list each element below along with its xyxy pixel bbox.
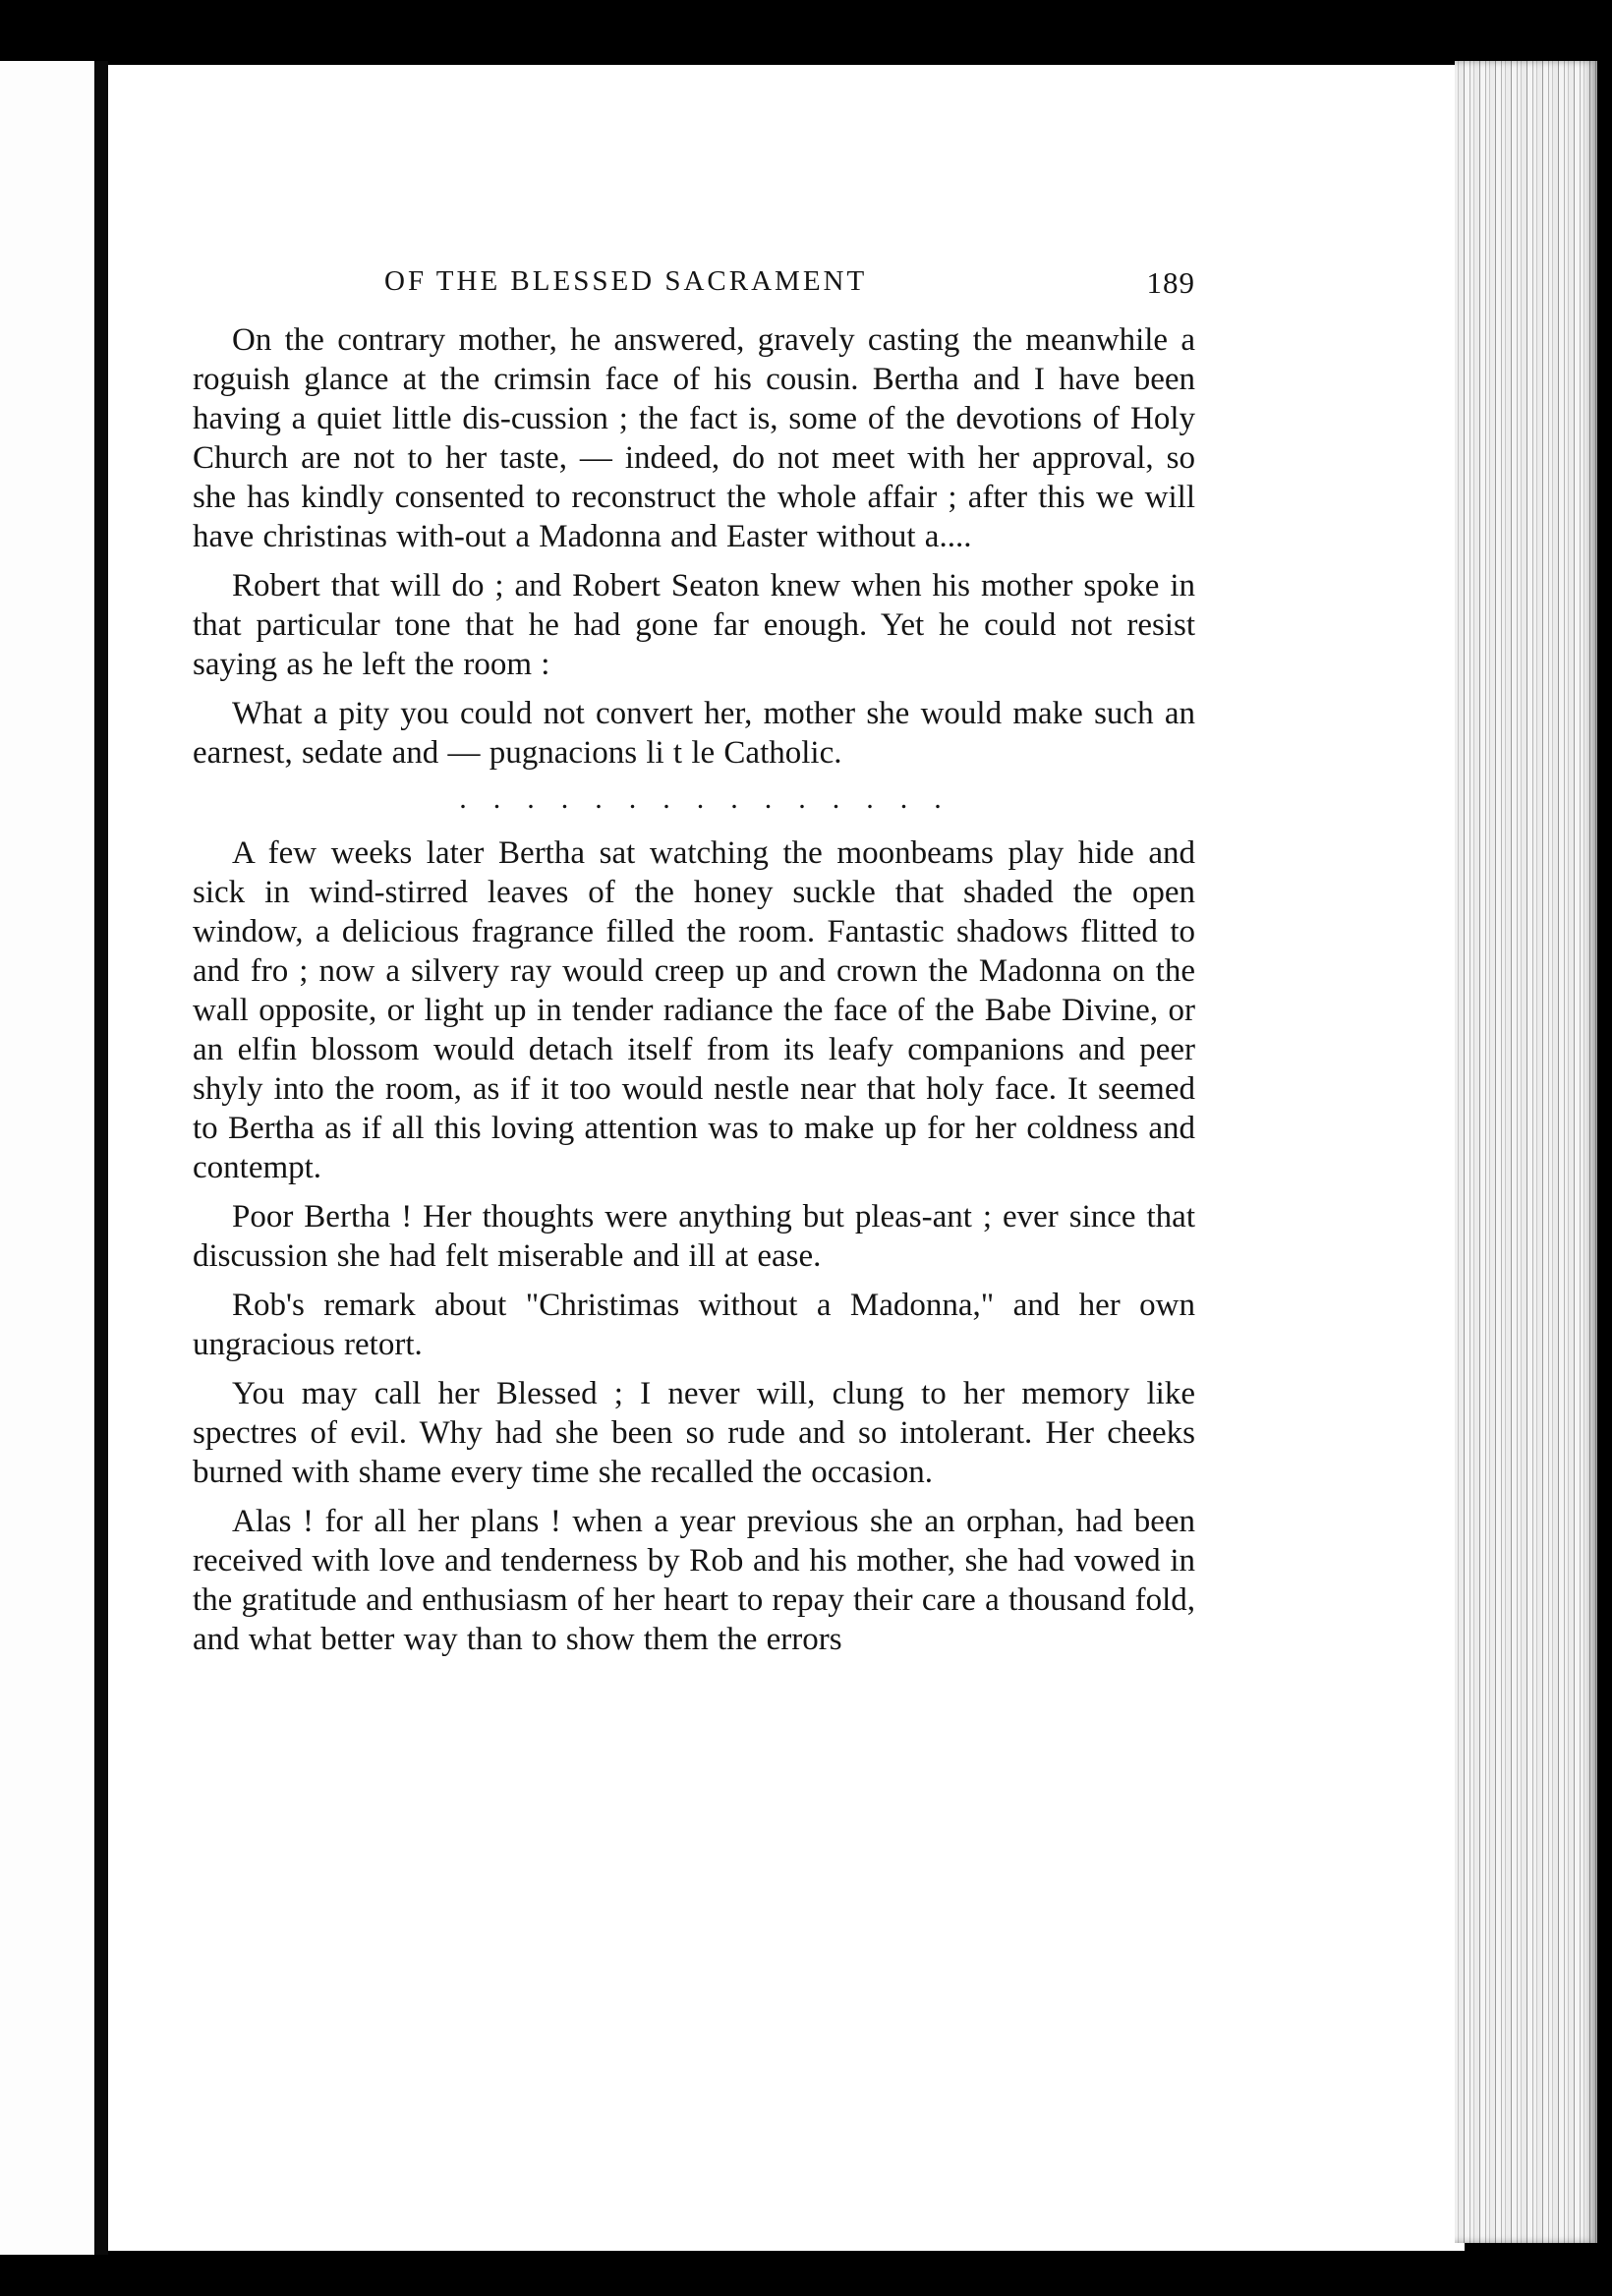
page-text-area: [193, 265, 1195, 1669]
page-number: 189: [1146, 265, 1195, 300]
paragraph-1: On the contrary mother, he answered, gravely casting the meanwhile a roguish glance at the crimsin face of his cousin. Bertha and I have been having a quiet little dis-cussion ; the fact is, some of the devotions of Holy Church are not to her taste, — indeed, do not meet with her approval, so she has kindly consented to reconstruct the whole affair ; after this we will have christinas with-out a Madonna and Easter without a....: [193, 322, 1195, 554]
paragraph-3: What a pity you could not convert her, mother she would make such an earnest, sedate and — pugnacions li t le Catholic.: [193, 696, 1195, 771]
running-title: OF THE BLESSED SACRAMENT: [384, 265, 868, 297]
paragraph-8: Alas ! for all her plans ! when a year previous she an orphan, had been received with love and tenderness by Rob and his mother, she had vowed in the gratitude and enthusiasm of her heart to repay their care a thousand fold, and what better way than to show them the errors: [193, 1504, 1195, 1657]
paragraph-2: Robert that will do ; and Robert Seaton knew when his mother spoke in that particular tone that he had gone far enough. Yet he could not resist saying as he left the room :: [193, 568, 1195, 682]
paragraph-6: Rob's remark about "Christimas without a Madonna," and her own ungracious retort.: [193, 1288, 1195, 1362]
paragraph-4: A few weeks later Bertha sat watching the moonbeams play hide and sick in wind-stirred leaves of the honey suckle that shaded the open window, a delicious fragrance filled the room. Fantastic shadows flitted to and fro ; now a silvery ray would creep up and crown the Madonna on the wall opposite, or light up in tender radiance the face of the Babe Divine, or an elfin blossom would detach itself from its leafy companions and peer shyly into the room, as if it too would nestle near that holy face. It seemed to Bertha as if all this loving attention was to make up for her coldness and contempt.: [193, 835, 1195, 1185]
paragraph-5: Poor Bertha ! Her thoughts were anything but pleas-ant ; ever since that discussion she had felt miserable and ill at ease.: [193, 1199, 1195, 1274]
section-divider: ...............: [459, 782, 968, 815]
page-block-edge: [1455, 61, 1597, 2243]
running-head: [193, 265, 1195, 303]
left-page-edge: [0, 61, 94, 2255]
book-gutter: [94, 61, 108, 2255]
paragraph-7: You may call her Blessed ; I never will, clung to her memory like spectres of evil. Why had she been so rude and so intolerant. Her cheeks burned with shame every time she recalled the occasion.: [193, 1376, 1195, 1490]
